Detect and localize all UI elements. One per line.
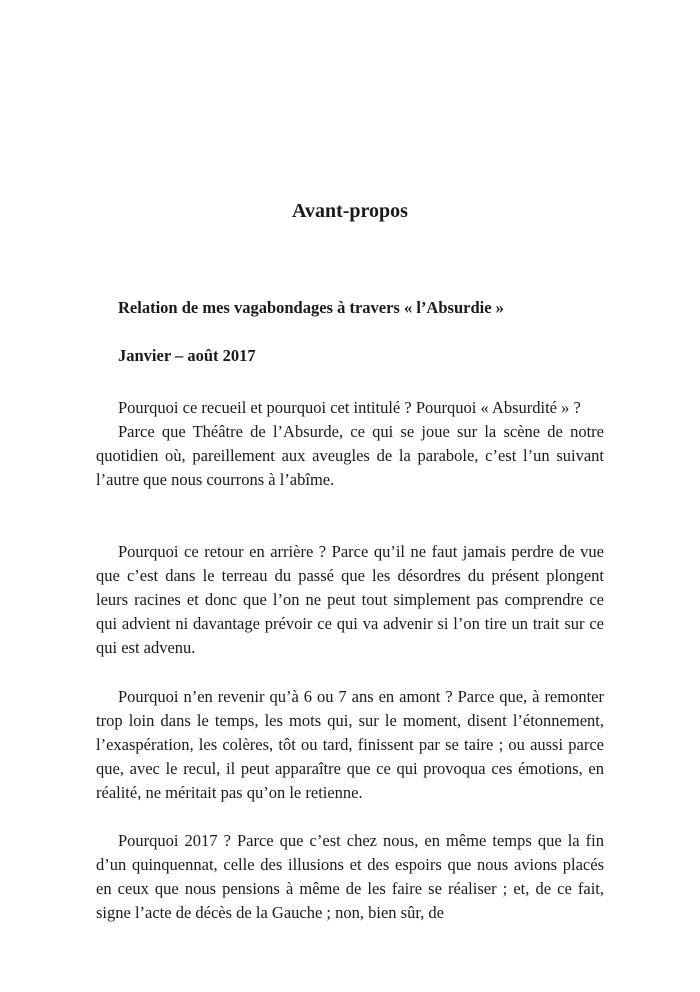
paragraph-4: Pourquoi n’en revenir qu’à 6 ou 7 ans en amont ? Parce que, à remonter trop loin dans le temps, les mots qui, sur le moment, disent l’étonnement, l’exaspération, les colères, tôt ou tard, finissent par se taire ; ou aussi parce que, avec le recul, il peut apparaître que ce qui provoqua ces émotions, en réalité, ne méritait pas qu’on le retienne. bbox=[96, 687, 604, 802]
paragraph-group-2 bbox=[96, 540, 604, 660]
paragraph-5: Pourquoi 2017 ? Parce que c’est chez nous, en même temps que la fin d’un quinquennat, celle des illusions et des espoirs que nous avions placés en ceux que nous pensions à même de les faire se réaliser ; et, de ce fait, signe l’acte de décès de la Gauche ; non, bien sûr, de bbox=[96, 831, 604, 922]
subheading-date-range: Janvier – août 2017 bbox=[118, 346, 256, 365]
paragraph-3: Pourquoi ce retour en arrière ? Parce qu’il ne faut jamais perdre de vue que c’est dans le terreau du passé que les désordres du présent plongent leurs racines et donc que l’on ne peut tout simplement pas comprendre ce qui advient ni davantage prévoir ce qui va advenir si l’on tire un trait sur ce qui est advenu. bbox=[96, 542, 604, 657]
paragraph-1: Pourquoi ce recueil et pourquoi cet intitulé ? Pourquoi « Absurdité » ? bbox=[118, 398, 581, 417]
paragraph-group-4 bbox=[96, 829, 604, 925]
paragraph-group-3 bbox=[96, 685, 604, 805]
paragraph-2: Parce que Théâtre de l’Absurde, ce qui se joue sur la scène de notre quotidien où, pareillement aux aveugles de la parabole, c’est l’un suivant l’autre que nous courrons à l’abîme. bbox=[96, 422, 604, 489]
subheading-relation: Relation de mes vagabondages à travers « l’Absurdie » bbox=[118, 298, 504, 317]
paragraph-group-1 bbox=[96, 396, 604, 492]
page-title: Avant-propos bbox=[292, 200, 408, 222]
